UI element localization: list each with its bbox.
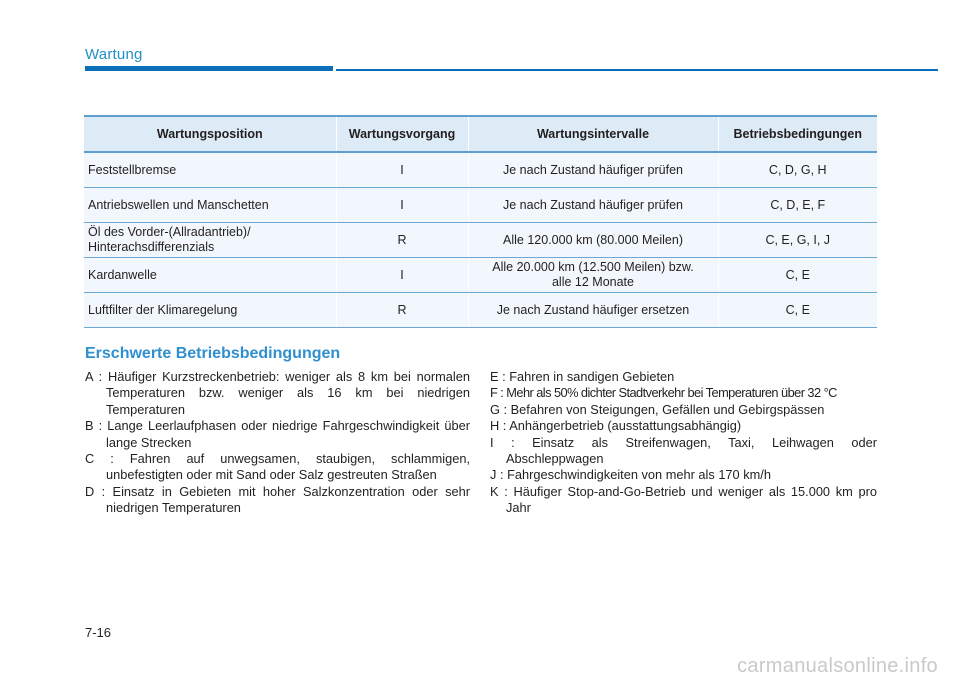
cell-conditions: C, E, G, I, J (718, 223, 877, 258)
column-header-position: Wartungsposition (84, 116, 336, 152)
cell-procedure: R (336, 293, 468, 328)
conditions-heading: Erschwerte Betriebsbedingungen (85, 345, 341, 362)
cell-position: Kardanwelle (84, 258, 336, 293)
header-rule-thick (85, 66, 333, 71)
cell-interval: Je nach Zustand häufiger prüfen (468, 152, 718, 188)
condition-item-c: C : Fahren auf unwegsamen, staubigen, schlammigen, unbefestigten oder mit Sand oder Salz gestreuten Straßen (85, 451, 470, 483)
table-row (84, 223, 877, 258)
cell-procedure: R (336, 223, 468, 258)
conditions-list-right (490, 369, 877, 517)
condition-item-h: H : Anhängerbetrieb (ausstattungsabhängig) (490, 418, 742, 434)
condition-item-i: I : Einsatz als Streifenwagen, Taxi, Leihwagen oder Abschleppwagen (490, 434, 877, 467)
cell-procedure: I (336, 258, 468, 293)
condition-item-a: A : Häufiger Kurzstreckenbetrieb: weniger als 8 km bei normalen Temperaturen bzw. weniger als 16 km bei niedrigen Temperaturen (85, 369, 470, 417)
cell-position: Öl des Vorder-(Allradantrieb)/ Hinterachsdifferenzials (84, 223, 336, 258)
watermark: carmanualsonline.info (737, 655, 938, 677)
condition-item-e: E : Fahren in sandigen Gebieten (490, 369, 675, 384)
page-number: 7-16 (85, 625, 112, 640)
cell-interval: Alle 120.000 km (80.000 Meilen) (468, 223, 718, 258)
cell-position: Feststellbremse (84, 152, 336, 188)
condition-item-f: F : Mehr als 50% dichter Stadtverkehr bei Temperaturen über 32 °C (490, 385, 837, 401)
maintenance-table (84, 115, 877, 328)
condition-item-d: D : Einsatz in Gebieten mit hoher Salzkonzentration oder sehr niedrigen Temperaturen (85, 483, 470, 516)
cell-interval: Je nach Zustand häufiger prüfen (468, 188, 718, 223)
cell-conditions: C, E (718, 293, 877, 328)
table-row (84, 188, 877, 223)
cell-conditions: C, D, G, H (718, 152, 877, 188)
cell-procedure: I (336, 152, 468, 188)
cell-interval: Alle 20.000 km (12.500 Meilen) bzw. alle 12 Monate (468, 258, 718, 293)
header-rule-thin (336, 69, 938, 71)
condition-item-g: G : Befahren von Steigungen, Gefällen und Gebirgspässen (490, 401, 825, 417)
condition-item-b: B : Lange Leerlaufphasen oder niedrige Fahrgeschwindigkeit über lange Strecken (85, 418, 470, 450)
cell-conditions: C, E (718, 258, 877, 293)
column-header-interval: Wartungsintervalle (468, 116, 718, 152)
table-header-row (84, 116, 877, 152)
section-title: Wartung (85, 46, 143, 63)
conditions-list-left (85, 369, 470, 517)
cell-position: Antriebswellen und Manschetten (84, 188, 336, 223)
table-row (84, 293, 877, 328)
cell-interval: Je nach Zustand häufiger ersetzen (468, 293, 718, 328)
cell-position: Luftfilter der Klimaregelung (84, 293, 336, 328)
column-header-conditions: Betriebsbedingungen (718, 116, 877, 152)
cell-conditions: C, D, E, F (718, 188, 877, 223)
table-row (84, 152, 877, 188)
condition-item-j: J : Fahrgeschwindigkeiten von mehr als 170 km/h (490, 467, 771, 483)
column-header-procedure: Wartungsvorgang (336, 116, 468, 152)
cell-procedure: I (336, 188, 468, 223)
table-row (84, 258, 877, 293)
condition-item-k: K : Häufiger Stop-and-Go-Betrieb und weniger als 15.000 km pro Jahr (490, 483, 877, 516)
